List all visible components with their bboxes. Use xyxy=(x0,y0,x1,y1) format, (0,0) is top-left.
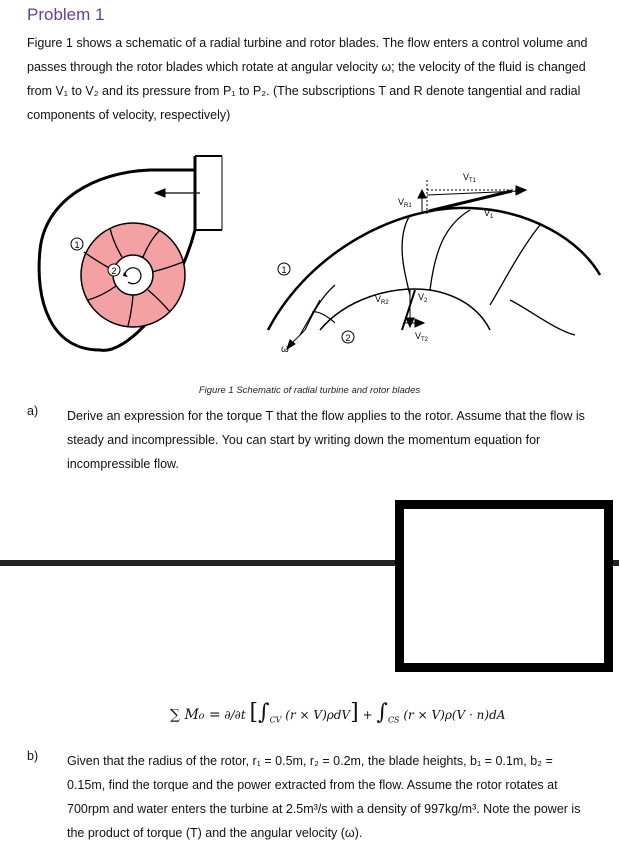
eq-sub-cs: CS xyxy=(387,715,400,725)
question-a-text: Derive an expression for the torque T that the flow applies to the rotor. Assume that the flow is steady and incompressible. You can start by writing down the momentum equation for incompressible flow. xyxy=(67,409,585,471)
station-1-marker-left xyxy=(71,238,83,250)
omega-label: ω xyxy=(281,344,289,355)
svg-text:1: 1 xyxy=(281,265,287,275)
vt2-label: $V_{T2}$ xyxy=(415,331,429,343)
momentum-equation: ∑ M₀ = ∂/∂t [$\int_{CV}$ $(r \times V)\rho dV] + \int_{CS}$ (r × V)ρ(V · n)dA xyxy=(170,700,506,725)
figure-caption: Figure 1 Schematic of radial turbine and rotor blades xyxy=(198,385,421,396)
station-2-marker-left xyxy=(108,264,120,276)
svg-text:2: 2 xyxy=(111,266,117,276)
blade-detail xyxy=(268,208,600,335)
eq-sub-cv: CV xyxy=(269,715,282,725)
v2-label: $V_2$ xyxy=(418,292,428,304)
problem-title: Problem 1 xyxy=(27,5,105,24)
station-2-marker-right xyxy=(342,331,354,343)
vt1-label: $V_{T1}$ xyxy=(463,172,477,184)
station-1-marker-right xyxy=(278,263,290,275)
vr1-label: $V_{R1}$ xyxy=(398,197,412,209)
eq-term2: (r × V)ρ(V · n)dA xyxy=(403,708,506,722)
question-b-text: Given that the radius of the rotor, r₁ = 0.5m, r₂ = 0.2m, the blade heights, b₁ = 0.1m, b₂ = 0.15m, find the torque and the power extracted from the flow. Assume the rotor rotates at 700rpm and water enters the turbine at 2.5m³/s with a density of 997kg/m³. Note the power is the product of torque (T) and the angular velocity (ω). xyxy=(67,754,581,840)
question-a-letter: a) xyxy=(27,404,39,418)
eq-plus: + xyxy=(362,708,373,722)
eq-lhs: ∑ M₀ = xyxy=(170,707,221,723)
rotor-ring xyxy=(81,223,185,327)
figure-1 xyxy=(0,140,619,385)
svg-text:1: 1 xyxy=(74,240,80,250)
vr2-label: $V_{R2}$ xyxy=(375,294,389,306)
svg-text:2: 2 xyxy=(345,333,351,343)
answer-box[interactable] xyxy=(395,500,613,672)
eq-term1: (r × V)ρdV xyxy=(285,708,351,722)
problem-intro: Figure 1 shows a schematic of a radial turbine and rotor blades. The flow enters a control volume and passes through the rotor blades which rotate at angular velocity ω; the velocity of the fluid is changed from V₁ to V₂ and its pressure from P₁ to P₂. (The subscriptions T and R denote tangential and radial components of velocity, respectively) xyxy=(27,36,588,122)
v1-label: $V_1$ xyxy=(484,208,494,220)
eq-ddt: ∂/∂t xyxy=(224,708,246,722)
question-b-letter: b) xyxy=(27,749,39,763)
